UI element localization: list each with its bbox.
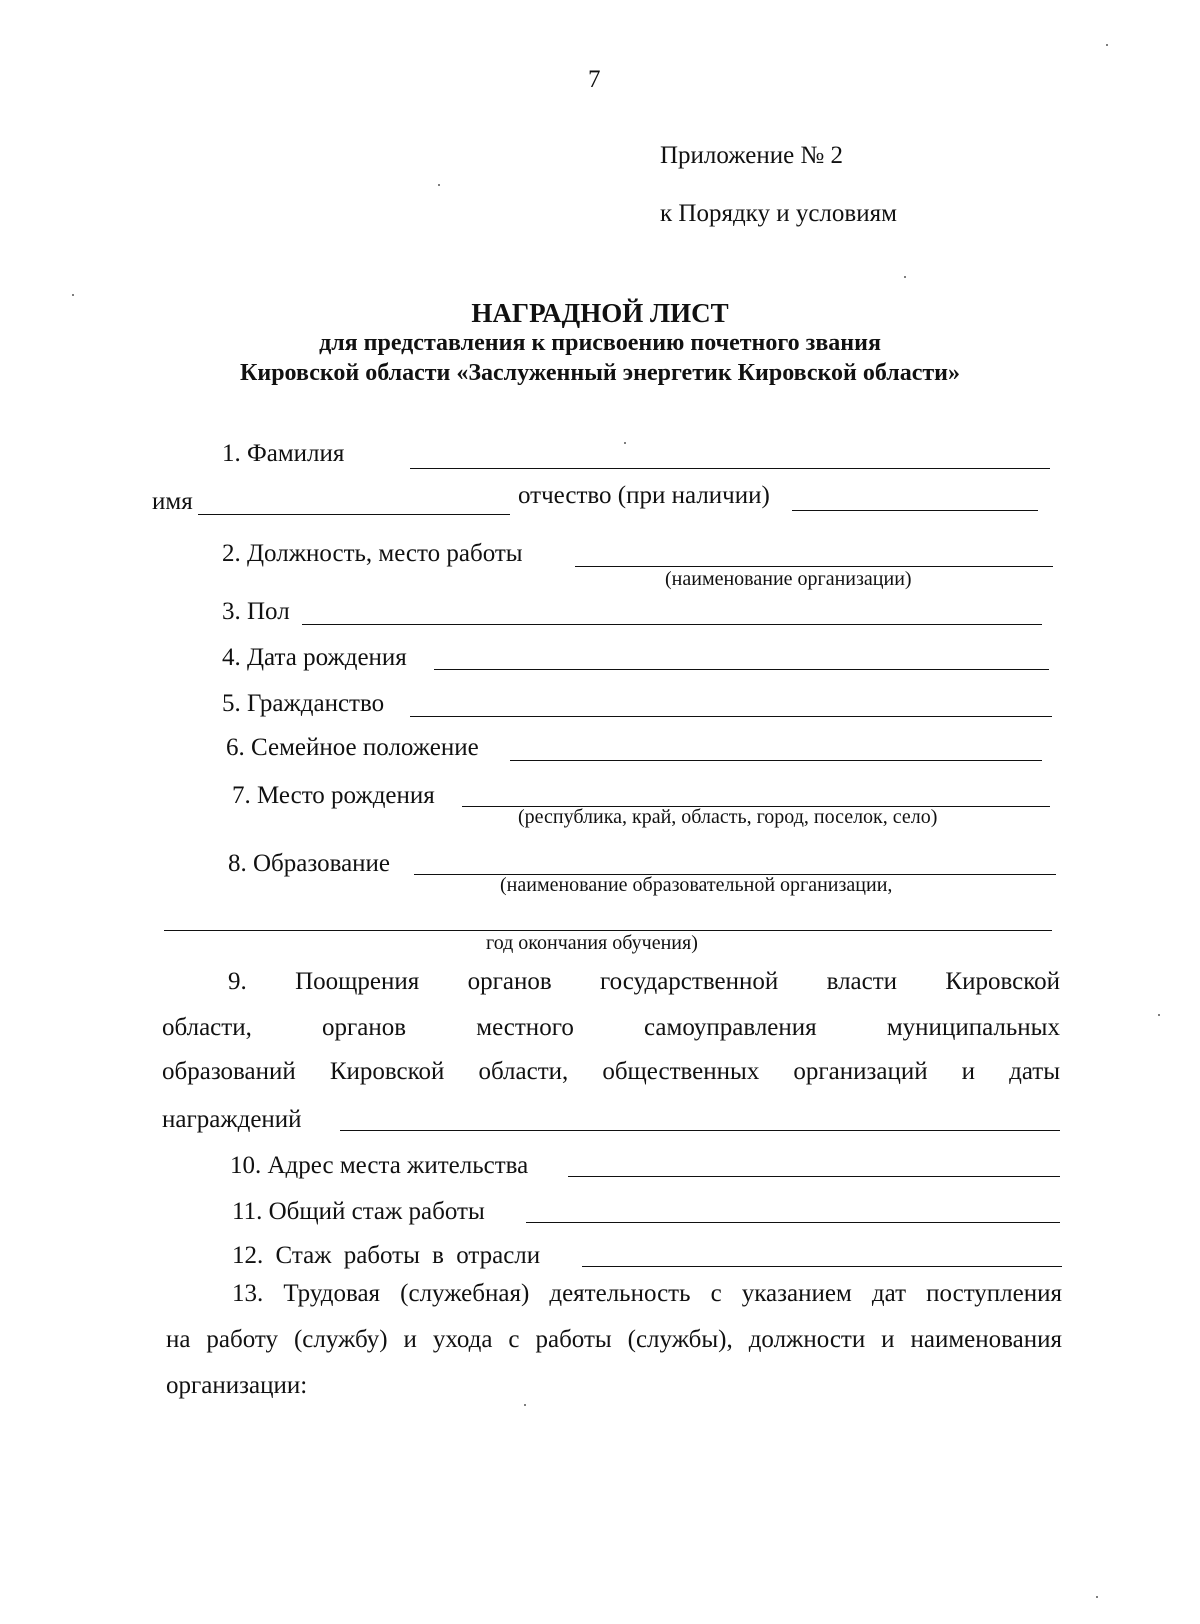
field-industry-experience-label: 12. Стаж работы в отрасли (232, 1242, 541, 1269)
scan-speck (624, 442, 626, 444)
field-work-history-line-2: на работу (службу) и ухода с работы (службы), должности и наименования (166, 1326, 1062, 1353)
field-education-line-2[interactable] (164, 930, 1052, 931)
page-number: 7 (588, 66, 601, 93)
awards-word: органов (322, 1014, 407, 1041)
awards-word: и (961, 1058, 976, 1085)
awards-word: Кировской (329, 1058, 445, 1085)
appendix-reference: к Порядку и условиям (660, 200, 897, 227)
field-birthplace-label: 7. Место рождения (232, 782, 435, 809)
awards-word: самоуправления (644, 1014, 817, 1041)
field-marital-label: 6. Семейное положение (226, 734, 479, 761)
field-birthdate-label: 4. Дата рождения (222, 644, 407, 671)
awards-word: общественных (602, 1058, 760, 1085)
field-total-experience-line[interactable] (526, 1222, 1060, 1223)
field-marital-line[interactable] (510, 760, 1042, 761)
awards-word: государственной (600, 968, 779, 995)
field-name-label: имя (152, 488, 193, 515)
field-awards-line-3 (162, 1058, 1060, 1086)
document-subtitle-2: Кировской области «Заслуженный энергетик Кировской области» (239, 360, 961, 386)
field-education-hint-1: (наименование образовательной организации, (500, 874, 893, 896)
scan-speck (1096, 1596, 1098, 1598)
scan-speck (1158, 1014, 1160, 1016)
awards-word: области, (162, 1014, 252, 1041)
field-birthplace-hint: (республика, край, область, город, поселок, село) (518, 806, 938, 828)
awards-word: организаций (793, 1058, 928, 1085)
awards-word: Поощрения (295, 968, 420, 995)
awards-word: органов (467, 968, 552, 995)
field-awards-line[interactable] (340, 1130, 1060, 1131)
field-industry-experience-line[interactable] (582, 1266, 1062, 1267)
field-name-line[interactable] (198, 514, 510, 515)
scan-speck (72, 294, 74, 296)
appendix-number: Приложение № 2 (660, 142, 844, 169)
awards-word: муниципальных (886, 1014, 1060, 1041)
field-work-history-line-1: 13. Трудовая (служебная) деятельность с указанием дат поступления (232, 1280, 1062, 1307)
scan-speck (1106, 44, 1108, 46)
field-education-label: 8. Образование (228, 850, 391, 877)
field-education-hint-2: год окончания обучения) (486, 932, 698, 954)
awards-word: Кировской (945, 968, 1060, 995)
awards-word: местного (476, 1014, 574, 1041)
awards-word: образований (162, 1058, 296, 1085)
scan-speck (438, 184, 440, 186)
awards-word: даты (1009, 1058, 1060, 1085)
awards-word: области, (478, 1058, 569, 1085)
field-total-experience-label: 11. Общий стаж работы (232, 1198, 485, 1225)
document-subtitle-1: для представления к присвоению почетного звания (319, 330, 881, 356)
field-sex-line[interactable] (302, 624, 1042, 625)
awards-word: власти (826, 968, 898, 995)
field-awards-line-1 (228, 968, 1060, 996)
field-citizenship-line[interactable] (410, 716, 1052, 717)
field-patronymic-label: отчество (при наличии) (518, 482, 770, 509)
field-surname-line[interactable] (410, 468, 1050, 469)
field-position-label: 2. Должность, место работы (222, 540, 523, 567)
scan-speck (524, 1404, 526, 1406)
field-position-hint: (наименование организации) (665, 568, 912, 590)
field-patronymic-line[interactable] (792, 510, 1038, 511)
awards-word: 9. (228, 968, 247, 995)
field-work-history-line-3: организации: (166, 1372, 308, 1399)
field-birthdate-line[interactable] (434, 669, 1049, 670)
field-surname-label: 1. Фамилия (222, 440, 345, 467)
field-address-label: 10. Адрес места жительства (230, 1152, 529, 1179)
field-position-line[interactable] (575, 566, 1053, 567)
field-sex-label: 3. Пол (222, 598, 290, 625)
scan-speck (904, 276, 906, 278)
field-address-line[interactable] (568, 1176, 1060, 1177)
field-awards-line-2 (162, 1014, 1060, 1042)
field-awards-label-end: награждений (162, 1106, 302, 1133)
document-title: НАГРАДНОЙ ЛИСТ (471, 298, 729, 328)
field-citizenship-label: 5. Гражданство (222, 690, 385, 717)
